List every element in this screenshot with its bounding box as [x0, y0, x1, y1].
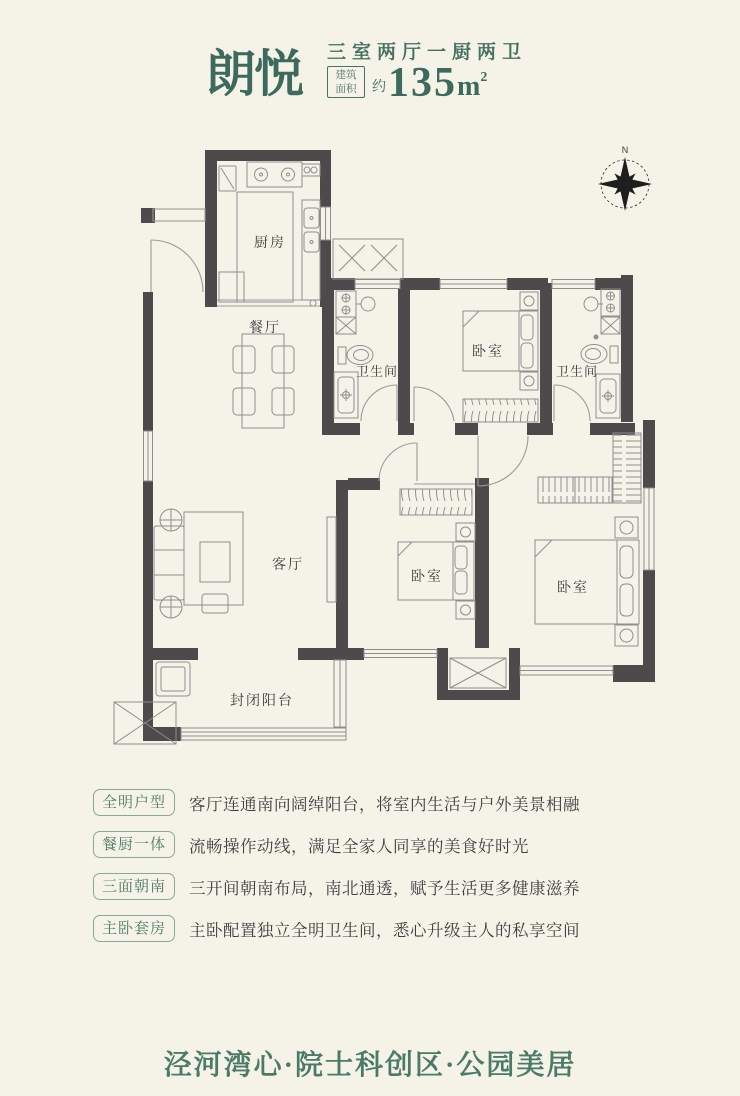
feature-text: 三开间朝南布局，南北通透，赋予生活更多健康滋养: [189, 879, 580, 898]
kitchen-fixtures: [219, 162, 320, 302]
footer-slogan: 泾河湾心·院士科创区·公园美居: [163, 1050, 577, 1081]
floorplan: [95, 140, 675, 775]
bedroom-right-furniture: [535, 433, 641, 646]
room-label-kitchen: 厨房: [254, 234, 286, 250]
compass-icon: [598, 145, 652, 211]
area-badge-line1: 建筑: [335, 69, 357, 81]
room-label-balcony: 封闭阳台: [230, 692, 294, 708]
bedroom-left-furniture: [398, 489, 475, 619]
feature-text: 主卧配置独立全明卫生间，悉心升级主人的私享空间: [189, 921, 580, 940]
feature-badge: 全明户型: [93, 789, 175, 816]
feature-badge: 主卧套房: [93, 915, 175, 942]
area-unit: m: [457, 71, 481, 102]
area-value: 135: [388, 60, 457, 106]
feature-row: [93, 873, 580, 900]
room-label-living: 客厅: [272, 556, 304, 572]
area-approx: 约: [372, 78, 386, 94]
area-badge: [327, 66, 365, 98]
layout-subtitle: 三室两厅一厨两卫: [327, 42, 528, 63]
feature-row: [93, 915, 580, 942]
feature-row: [93, 789, 580, 816]
feature-text: 流畅操作动线，满足全家人同享的美食好时光: [189, 837, 529, 856]
room-label-bedroom-right: 卧室: [557, 579, 589, 595]
area-badge-line2: 面积: [335, 83, 357, 95]
feature-row: [93, 831, 580, 858]
dining-table: [233, 334, 294, 428]
room-label-bedroom-top: 卧室: [472, 343, 504, 359]
washing-machine: [156, 662, 190, 696]
room-label-dining: 餐厅: [249, 319, 281, 335]
feature-badge: 三面朝南: [93, 873, 175, 900]
room-label-bath-right: 卫生间: [555, 364, 599, 379]
feature-list: [93, 789, 580, 957]
feature-text: 客厅连通南向阔绰阳台，将室内生活与户外美景相融: [189, 795, 580, 814]
area-exponent: 2: [480, 70, 488, 85]
bathroom-right-fixtures: [581, 289, 620, 418]
area-row: [327, 60, 488, 106]
feature-badge: 餐厨一体: [93, 831, 175, 858]
room-label-bath-left: 卫生间: [355, 364, 399, 379]
page-title: 朗悦: [206, 46, 302, 102]
windows-layer: [144, 207, 655, 740]
room-label-bedroom-left: 卧室: [411, 568, 443, 584]
compass-north-label: N: [621, 145, 629, 155]
living-furniture: [154, 509, 336, 618]
